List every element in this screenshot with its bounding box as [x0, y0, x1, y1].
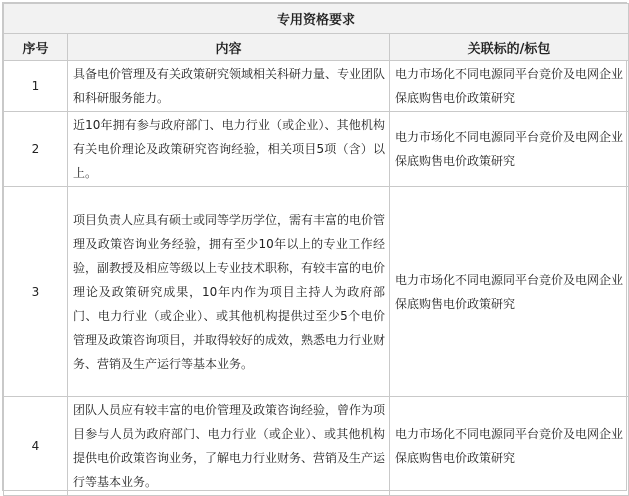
row-content: 项目负责人应具有硕士或同等学历学位，需有丰富的电价管理及政策咨询业务经验，拥有至少10年以上的专业工作经验，副教授及相应等级以上专业技术职称，有较丰富的电价理论及政策研究成果，10年内作为项目主持人为政府部门、电力行业（或企业）、或其他机构提供过至少5个电价管理及政策咨询项目，并取得较好的成效，熟悉电力行业财务、营销及生产运行等基本业务。: [68, 187, 390, 397]
table-header-row: [4, 34, 629, 61]
table-row: [4, 112, 629, 187]
row-number: 2: [4, 112, 68, 187]
header-no: 序号: [4, 34, 68, 61]
row-package: 电力市场化不同电源同平台竞价及电网企业保底购售电价政策研究: [390, 112, 629, 187]
requirements-table: [3, 3, 629, 496]
row-number: 3: [4, 187, 68, 397]
header-content: 内容: [68, 34, 390, 61]
table-title: 专用资格要求: [4, 4, 629, 34]
row-content: 具备电价管理及有关政策研究领域相关科研力量、专业团队和科研服务能力。: [68, 61, 390, 112]
row-package: 电力市场化不同电源同平台竞价及电网企业保底购售电价政策研究: [390, 397, 629, 496]
table-title-row: [4, 4, 629, 34]
table-row: [4, 187, 629, 397]
header-package: 关联标的/标包: [390, 34, 629, 61]
row-content: 近10年拥有参与政府部门、电力行业（或企业）、其他机构有关电价理论及政策研究咨询经验，相关项目5项（含）以上。: [68, 112, 390, 187]
row-package: 电力市场化不同电源同平台竞价及电网企业保底购售电价政策研究: [390, 61, 629, 112]
row-number: 4: [4, 397, 68, 496]
requirements-table-container: [2, 2, 627, 491]
row-number: 1: [4, 61, 68, 112]
table-row: [4, 397, 629, 496]
row-package: 电力市场化不同电源同平台竞价及电网企业保底购售电价政策研究: [390, 187, 629, 397]
row-content: 团队人员应有较丰富的电价管理及政策咨询经验，曾作为项目参与人员为政府部门、电力行业（或企业）、或其他机构提供电价政策咨询业务，了解电力行业财务、营销及生产运行等基本业务。: [68, 397, 390, 496]
table-row: [4, 61, 629, 112]
